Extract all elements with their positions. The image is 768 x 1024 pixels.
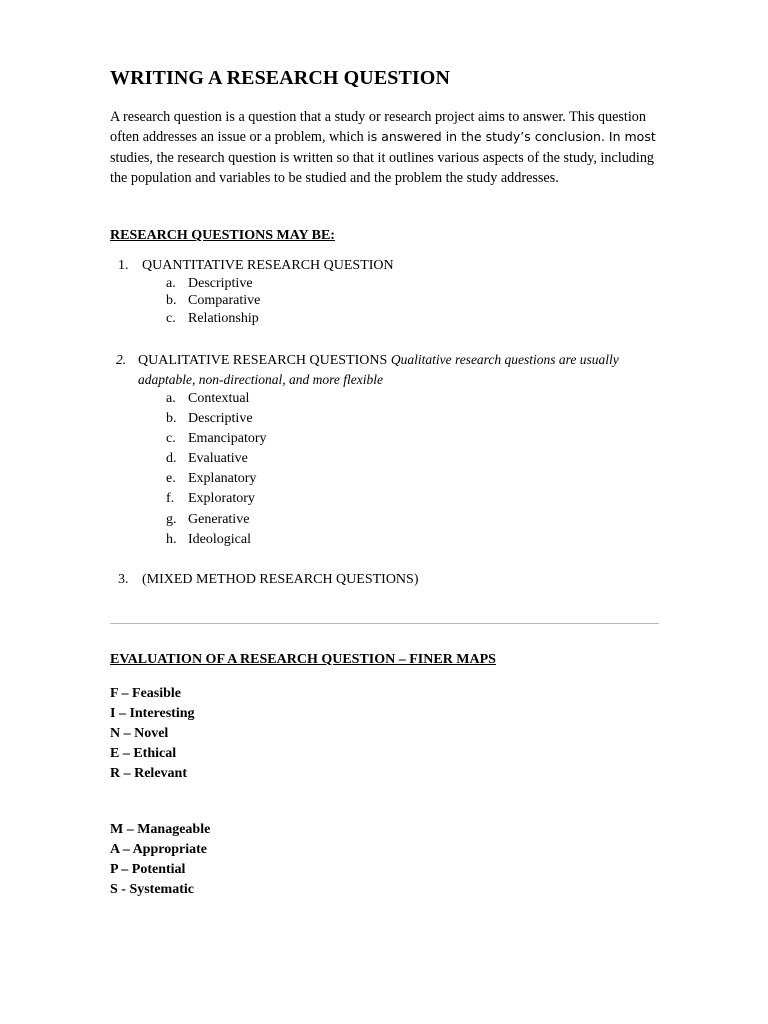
- subitem-text: Comparative: [188, 293, 261, 308]
- subitem-letter: c.: [166, 311, 176, 326]
- subitem-text: Relationship: [188, 311, 259, 326]
- subitem: [166, 450, 248, 468]
- type-number: 1.: [118, 258, 129, 273]
- maps-item: S - Systematic: [110, 882, 194, 897]
- type-label: QUANTITATIVE RESEARCH QUESTION: [142, 258, 394, 273]
- maps-item: P – Potential: [110, 862, 186, 877]
- subitem: [166, 390, 250, 408]
- subitem: [166, 511, 250, 529]
- intro-text-2: is answered in the study’s conclusion. In most: [367, 129, 656, 145]
- subitem-letter: c.: [166, 431, 176, 446]
- maps-item: M – Manageable: [110, 822, 211, 837]
- section-divider: [110, 623, 659, 624]
- finer-item: I – Interesting: [110, 706, 195, 721]
- subitem: [166, 430, 267, 448]
- type-number: 2.: [116, 352, 127, 367]
- subitem-text: Explanatory: [188, 471, 257, 486]
- subitem: [166, 410, 253, 428]
- subitem: [166, 292, 261, 310]
- subitem-text: Generative: [188, 512, 250, 527]
- intro-text-1: A research question is a question that a study or research project aims to answer. This question often addresses an issue or a problem, which: [110, 109, 646, 146]
- finer-item: N – Novel: [110, 726, 169, 741]
- page-title: WRITING A RESEARCH QUESTION: [110, 67, 451, 89]
- subitem-text: Ideological: [188, 532, 251, 547]
- subitem: [166, 490, 255, 508]
- subitem-text: Evaluative: [188, 451, 248, 466]
- type-item-quantitative: [118, 257, 394, 275]
- type-item-mixed: [118, 571, 419, 589]
- type-label-line: [138, 351, 619, 370]
- subitem-text: Descriptive: [188, 411, 253, 426]
- subitem-letter: g.: [166, 512, 177, 527]
- maps-item: A – Appropriate: [110, 842, 207, 857]
- intro-paragraph: [110, 107, 660, 188]
- subitem-text: Contextual: [188, 391, 250, 406]
- type-label: (MIXED METHOD RESEARCH QUESTIONS): [142, 572, 419, 587]
- type-note-continued: adaptable, non-directional, and more flexible: [138, 372, 383, 387]
- subitem-letter: h.: [166, 532, 177, 547]
- type-item-qualitative: [116, 351, 619, 370]
- subitem-letter: f.: [166, 491, 175, 506]
- finer-item: F – Feasible: [110, 686, 182, 701]
- subitem-letter: e.: [166, 471, 176, 486]
- subitem-text: Descriptive: [188, 276, 253, 291]
- subitem-letter: a.: [166, 276, 176, 291]
- type-label: QUALITATIVE RESEARCH QUESTIONS: [138, 353, 388, 368]
- type-note: Qualitative research questions are usually: [390, 352, 619, 367]
- finer-item: R – Relevant: [110, 766, 187, 781]
- subitem: [166, 310, 259, 328]
- finer-item: E – Ethical: [110, 746, 177, 761]
- subitem-letter: b.: [166, 293, 177, 308]
- subitem-letter: b.: [166, 411, 177, 426]
- evaluation-heading: EVALUATION OF A RESEARCH QUESTION – FINER MAPS: [110, 652, 496, 667]
- subitem-text: Emancipatory: [188, 431, 267, 446]
- subitem: [166, 275, 253, 293]
- subitem-letter: d.: [166, 451, 177, 466]
- types-heading: RESEARCH QUESTIONS MAY BE:: [110, 228, 335, 243]
- subitem-letter: a.: [166, 391, 176, 406]
- subitem-text: Exploratory: [188, 491, 255, 506]
- subitem: [166, 531, 251, 549]
- type-number: 3.: [118, 572, 129, 587]
- subitem: [166, 470, 257, 488]
- intro-text-3: studies, the research question is written so that it outlines various aspects of the study, including the population and variables to be studied and the problem the study addresses.: [110, 149, 655, 186]
